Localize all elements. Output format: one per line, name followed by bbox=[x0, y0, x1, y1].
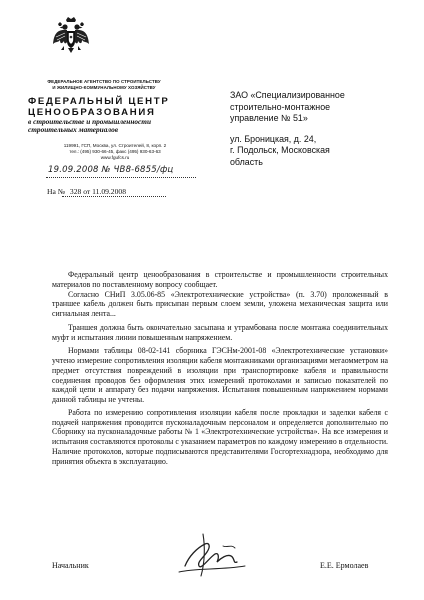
body-paragraph-5: Работа по измерению сопротивления изоляции кабеля после прокладки и заделки кабеля с подачей напряжения проводится пусконаладочным персоналом и определяется дополнительно по Сборнику на пусконаладочные работы № 1 «Электротехнические устройства». На все измерения и испытания составляются протоколы с указанием параметров по каждому измерению в отдельности. Наличие протоколов, которые подписываются представителями Госгортехнадзора, необходимо для принятия объекта в эксплуатацию. bbox=[52, 407, 388, 466]
org-name-line-3: в строительстве и промышленности bbox=[28, 117, 152, 126]
org-name-line-4: строительных материалов bbox=[28, 125, 119, 135]
handwritten-signature-icon bbox=[175, 528, 257, 580]
recipient-block bbox=[230, 90, 410, 168]
recipient-line-2: строительно-монтажное bbox=[230, 101, 331, 112]
reply-reference-label: На № bbox=[47, 187, 65, 196]
coat-of-arms-icon bbox=[52, 17, 90, 59]
org-phone-fax: тел.: (495) 930-66-45, факс (495) 930-63-63 bbox=[69, 149, 161, 154]
org-name-line-1: ФЕДЕРАЛЬНЫЙ ЦЕНТР bbox=[28, 96, 170, 107]
recipient-line-6: область bbox=[230, 156, 263, 167]
org-address: 119991, ГСП, Москва, ул. Строителей, 8, корп. 2 bbox=[63, 143, 167, 148]
signatory-name: Е.Е. Ермолаев bbox=[320, 561, 369, 570]
body-paragraph-2: Согласно СНиП 3.05.06-85 «Электротехнические устройства» (п. 3.70) проложенный в траншее кабель должен быть присыпан первым слоем земли, уложена механическая защита или сигнальная лента... bbox=[52, 289, 388, 318]
reply-reference bbox=[47, 187, 126, 196]
recipient-line-4: ул. Броницкая, д. 24, bbox=[230, 133, 317, 144]
body-paragraph-1: Федеральный центр ценообразования в строительстве и промышленности строительных материалов по поставленному вопросу сообщает. bbox=[52, 270, 388, 289]
org-website: www.fgufcs.ru bbox=[100, 155, 130, 160]
letter-body bbox=[52, 270, 388, 466]
recipient-line-5: г. Подольск, Московская bbox=[230, 145, 330, 155]
reply-reference-line bbox=[62, 196, 166, 197]
recipient-line-1: ЗАО «Специализированное bbox=[230, 90, 345, 100]
outgoing-date-number: 19.09.2008 № ЧВ8-6855/фц bbox=[48, 165, 174, 175]
reply-reference-value: 328 от 11.09.2008 bbox=[69, 187, 126, 196]
recipient-line-3: управление № 51» bbox=[230, 113, 308, 123]
body-paragraph-4: Нормами таблицы 08-02-141 сборника ГЭСНм-2001-08 «Электротехнические установки» учтено измерение сопротивления изоляции кабеля монтажниками организациями мегаомметром на предмет отсутствия повреждений в изоляции при транспортировке кабеля и правильности соединения проводов без оформления этих измерений протоколами и записью показателей по каждой цепи и аппарату без подачи напряжения. Испытания повышенным напряжением нормами данной таблицы не учтены. bbox=[52, 346, 388, 404]
date-number-line bbox=[46, 177, 196, 178]
body-paragraph-3: Траншея должна быть окончательно засыпана и утрамбована после монтажа соединительных муфт и испытания линии повышенным напряжением. bbox=[52, 322, 388, 342]
org-name-line-2: ЦЕНООБРАЗОВАНИЯ bbox=[28, 106, 156, 118]
signatory-title: Начальник bbox=[52, 561, 89, 570]
agency-line-1: ФЕДЕРАЛЬНОЕ АГЕНТСТВО ПО СТРОИТЕЛЬСТВУ bbox=[47, 79, 161, 84]
agency-line-2: И ЖИЛИЩНО-КОММУНАЛЬНОМУ ХОЗЯЙСТВУ bbox=[52, 84, 156, 90]
